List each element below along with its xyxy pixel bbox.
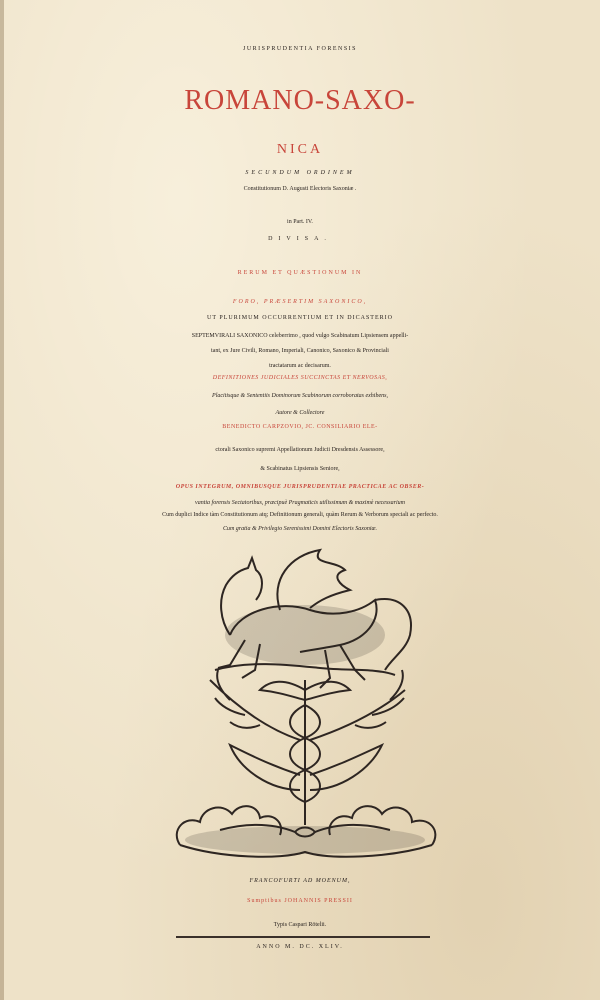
title-line-19: & Scabinatus Lipsiensis Seniore, <box>260 466 340 472</box>
title-line-17: BENEDICTO CARPZOVIO, JC. CONSILIARIO ELE- <box>222 424 378 430</box>
title-line-10: UT PLURIMUM OCCURRENTIUM ET IN DICASTERIO <box>207 315 393 321</box>
title-line-1: JURISPRUDENTIA FORENSIS <box>242 46 357 52</box>
title-line-18: ctorali Saxonico supremi Appellationum Judicii Dresdensis Assessore, <box>215 447 385 453</box>
title-line-6: in Part. IV. <box>287 219 313 225</box>
rock-ledge <box>215 664 395 675</box>
imprint-printer: Typis Caspari Rötelii. <box>273 922 327 928</box>
pegasus-caduceus-handshake-emblem-icon <box>160 540 450 870</box>
title-line-20: OPUS INTEGRUM, OMNIBUSQUE JURISPRUDENTIAE PRACTICAE AC OBSER- <box>175 484 425 490</box>
title-line-4: SECUNDUM ORDINEM <box>245 170 355 176</box>
left-branch <box>210 670 300 740</box>
imprint-place: FRANCOFURTI AD MOENUM, <box>249 878 351 884</box>
title-line-23: Cum gratia & Privilegio Serenissimi Domini Electoris Saxoniæ. <box>222 526 378 532</box>
title-line-7: DIVISA. <box>268 236 332 242</box>
imprint-year: ANNO M. DC. XLIV. <box>256 944 344 950</box>
imprint-publisher: Sumptibus JOHANNIS PRESSII <box>247 898 353 904</box>
title-line-12: tant, ex Jure Civili, Romano, Imperiali, Canonico, Saxonico & Provinciali <box>211 348 389 354</box>
pegasus-wing <box>277 550 350 610</box>
right-branch <box>310 670 405 740</box>
title-line-2: ROMANO-SAXO- <box>184 85 416 116</box>
title-line-22: Cum duplici Indice tàm Constitutionum atq; Definitionum generali, quàm Rerum & Verborum speciali ac perfecto. <box>162 512 438 518</box>
title-line-16: Autore & Collectore <box>275 410 325 416</box>
title-line-21: vantia forensis Sectatoribus, præcipuè Pragmaticis utilissimum & maximè necessarium <box>195 500 405 506</box>
title-line-13: tractatarum ac decisarum. <box>269 363 331 369</box>
title-line-3: NICA <box>276 142 324 157</box>
title-line-9: FORO, PRÆSERTIM SAXONICO, <box>232 299 368 305</box>
title-line-14: DEFINITIONES JUDICIALES SUCCINCTAS ET NERVOSAS, <box>212 375 388 381</box>
title-line-8: RERUM ET QUÆSTIONUM IN <box>237 270 363 276</box>
title-line-11: SEPTEMVIRALI SAXONICO celeberrimo , quod vulgo Scabinatum Lipsiensem appelli- <box>191 333 409 339</box>
title-line-5: Constitutionum D. Augusti Electoris Saxoniæ . <box>243 186 357 192</box>
imprint-rule-divider <box>176 936 430 938</box>
title-line-15: Placitisque & Sententiis Dominorum Scabinorum corroboratas exhibens, <box>212 393 388 399</box>
